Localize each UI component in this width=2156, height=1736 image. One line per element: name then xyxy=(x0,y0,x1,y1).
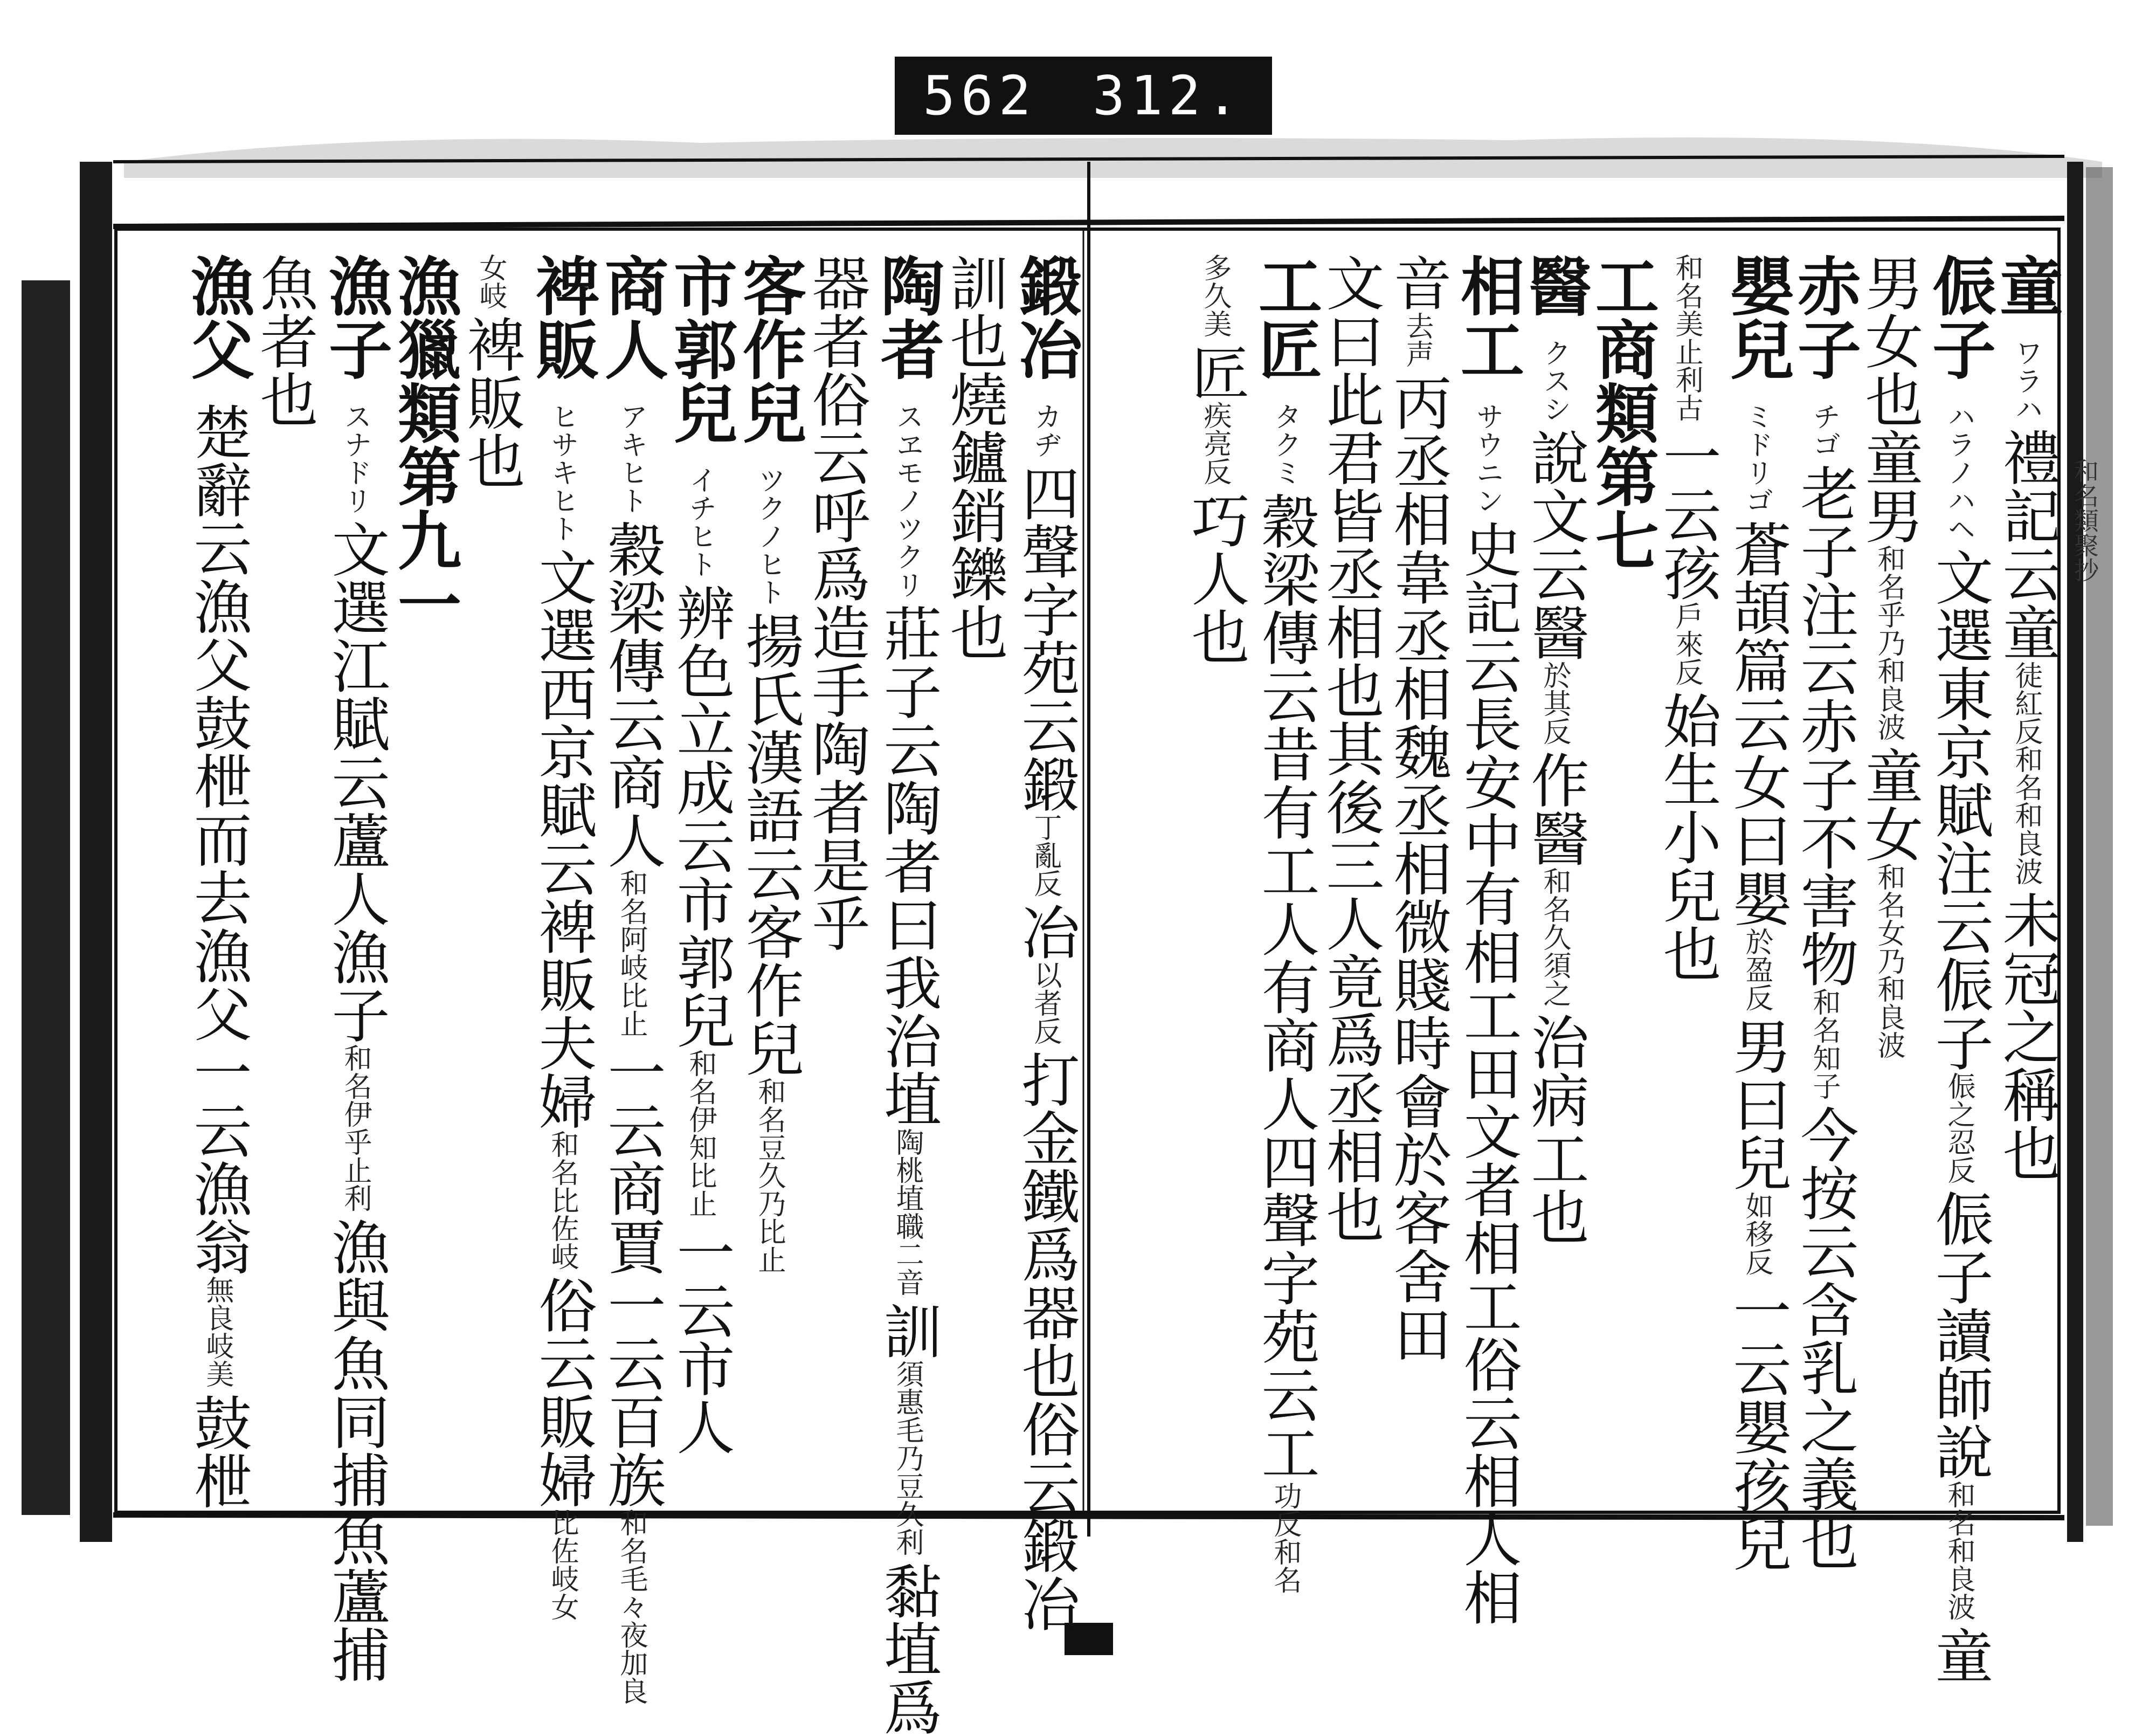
column-reading: イチヒト xyxy=(684,466,716,578)
column-text: 禮記云童 xyxy=(1993,428,2060,661)
column-note: 多久美 xyxy=(1199,253,1231,337)
text-column xyxy=(1384,253,1451,1493)
column-text3: 童 xyxy=(1925,1626,1993,1684)
text-column xyxy=(1855,253,1923,1493)
text-column xyxy=(1248,253,1323,1594)
column-note2: 比佐岐女 xyxy=(546,1508,578,1621)
column-text2: 丙丞相韋丞相魏丞相微賤時會於客舍田 xyxy=(1384,373,1451,1363)
text-column xyxy=(594,253,669,1705)
call-number-label xyxy=(895,57,1272,135)
column-note: 和名豆久乃比止 xyxy=(753,1077,785,1273)
column-head: 市郭兒 xyxy=(663,253,738,444)
column-text2: 訓 xyxy=(874,1301,941,1360)
column-note: 丁亂反 xyxy=(1029,813,1061,897)
column-text2: 作醫 xyxy=(1521,750,1588,867)
column-text3: 始生小兒也 xyxy=(1653,691,1720,982)
column-head: 侲子 xyxy=(1922,253,1996,381)
column-reading: タクミ xyxy=(1269,402,1301,486)
text-column xyxy=(525,253,600,1621)
column-head: 商人 xyxy=(594,253,669,381)
column-text2: 一云孩 xyxy=(1653,427,1720,602)
column-text: 四聲字苑云鍛 xyxy=(1012,464,1079,813)
column-head: 裨販 xyxy=(525,253,600,381)
text-column xyxy=(1653,253,1720,1493)
call-number-right: 312. xyxy=(1093,64,1244,127)
column-reading: アキヒト xyxy=(615,402,647,514)
column-text2: 童女 xyxy=(1855,746,1923,863)
text-column xyxy=(1517,253,1592,1493)
column-note: 侲之忍反 xyxy=(1943,1072,1975,1184)
column-note2: 如移反 xyxy=(1740,1191,1773,1276)
left-page-edge xyxy=(80,162,112,1542)
text-column xyxy=(663,253,738,1493)
column-reading: スナドリ xyxy=(339,402,371,514)
column-note: 和名知子 xyxy=(1808,988,1840,1100)
column-head: 陶者 xyxy=(870,253,945,381)
column-note: 和名乎乃和良波 xyxy=(1872,545,1905,741)
column-text: 音 xyxy=(1384,253,1451,312)
column-text: 楚辭云漁父鼓枻而去漁父一云漁翁 xyxy=(184,402,251,1276)
column-note: 於盈反 xyxy=(1740,927,1773,1011)
text-column xyxy=(250,253,317,1493)
column-text: 訓也燒鑪銷鑠也 xyxy=(940,253,1007,661)
column-head: 漁父 xyxy=(180,253,255,381)
column-reading: カヂ xyxy=(1029,402,1061,458)
column-head: 嬰兒 xyxy=(1719,253,1794,381)
right-page-edge xyxy=(2067,162,2083,1542)
column-note2: 和名和良波 xyxy=(1943,1480,1975,1621)
column-text2: 一云商賈一云百族 xyxy=(598,1043,665,1508)
column-note: 陶桃埴職二音 xyxy=(891,1128,923,1296)
text-column xyxy=(318,253,393,1683)
column-reading: サウニン xyxy=(1471,402,1503,514)
column-note: 和名美止利古 xyxy=(1670,253,1703,422)
column-text: 莊子云陶者曰我治埴 xyxy=(874,604,941,1128)
column-reading: スヱモノツクリ xyxy=(891,402,923,598)
column-text: 器者俗云呼爲造手陶者是乎 xyxy=(802,253,869,952)
text-column xyxy=(1787,253,1862,1571)
column-text: 史記云長安中有相工田文者相工俗云相人相 xyxy=(1454,520,1521,1626)
text-column xyxy=(180,253,255,1510)
column-reading: ツクノヒト xyxy=(753,466,785,606)
column-head: 工商類第七 xyxy=(1585,253,1660,571)
column-note: 女岐 xyxy=(474,253,507,309)
column-text: 穀梁傳云商人 xyxy=(598,520,665,869)
column-note: 和名伊乎止利 xyxy=(339,1044,371,1212)
column-reading: クスシ xyxy=(1538,339,1571,423)
column-text2: 鼓枻 xyxy=(184,1393,251,1510)
text-column xyxy=(1922,253,1996,1684)
column-text: 男女也童男 xyxy=(1855,253,1923,545)
column-note: 和名阿岐比止 xyxy=(615,869,647,1037)
column-reading: ワラハ xyxy=(2010,339,2042,423)
column-head: 工匠 xyxy=(1248,253,1323,381)
column-text: 文選東京賦注云侲子 xyxy=(1925,548,1993,1072)
text-column xyxy=(1316,253,1384,1493)
column-reading: ハラノハヘ xyxy=(1943,402,1975,542)
column-head: 客作兒 xyxy=(732,253,807,444)
text-column xyxy=(1008,253,1083,1632)
column-text: 文選江賦云蘆人漁子 xyxy=(322,520,389,1044)
text-column xyxy=(457,253,524,1493)
column-text2: 男曰兒 xyxy=(1723,1017,1791,1191)
column-text: 文曰此君皆丞相也其後三人竟爲丞相也 xyxy=(1316,253,1384,1243)
column-note: 和名伊知比止 xyxy=(684,1049,716,1217)
column-text3: 治病工也 xyxy=(1521,1012,1588,1245)
text-column xyxy=(870,253,945,1736)
column-note2: 須惠毛乃豆久利 xyxy=(891,1360,923,1556)
column-note2: 和名久須之 xyxy=(1538,867,1571,1007)
column-note2: 戶來反 xyxy=(1670,602,1703,686)
column-note: 徒紅反和名和良波 xyxy=(2010,661,2042,885)
spine-label: 和名類聚抄 xyxy=(2070,458,2099,582)
column-reading: ミドリゴ xyxy=(1740,402,1773,514)
column-text3: 巧人也 xyxy=(1181,491,1249,665)
column-text2: 侲子讀師說 xyxy=(1925,1189,1993,1480)
column-text2: 匠 xyxy=(1181,343,1249,401)
column-text2: 冶 xyxy=(1012,903,1079,961)
column-head: 相工 xyxy=(1450,253,1525,381)
text-column xyxy=(732,253,807,1493)
column-reading: ヒサキヒト xyxy=(546,402,578,542)
column-note: 去声 xyxy=(1401,312,1433,368)
column-text: 蒼頡篇云女曰嬰 xyxy=(1723,520,1791,927)
text-column xyxy=(1450,253,1525,1626)
column-note: 於其反 xyxy=(1538,661,1571,745)
column-text: 穀梁傳云昔有工人有商人四聲字苑云工 xyxy=(1252,492,1319,1482)
column-text3: 一云嬰孩兒 xyxy=(1723,1281,1791,1572)
column-text2: 未冠之稱也 xyxy=(1993,891,2060,1182)
text-column xyxy=(387,253,462,1493)
column-head: 赤子 xyxy=(1787,253,1862,381)
column-text: 魚者也 xyxy=(250,253,317,428)
column-text2: 一云市人 xyxy=(667,1223,734,1456)
column-text: 揚氏漢語云客作兒 xyxy=(736,611,803,1077)
column-note2: 和名毛々夜加良 xyxy=(615,1508,647,1705)
column-note2: 以者反 xyxy=(1029,961,1061,1045)
column-text2: 漁與魚同捕魚蘆捕 xyxy=(322,1217,389,1683)
column-head: 漁獵類第九一 xyxy=(387,253,462,635)
call-number-left: 562 xyxy=(923,64,1036,127)
column-head: 醫 xyxy=(1517,253,1592,317)
column-text: 文選西京賦云裨販夫婦 xyxy=(529,548,596,1130)
column-note: 和名比佐岐 xyxy=(546,1130,578,1270)
column-text: 說文云醫 xyxy=(1521,428,1588,661)
column-text2: 今按云含乳之義也 xyxy=(1791,1105,1858,1571)
column-text3: 黏埴爲 xyxy=(874,1561,941,1736)
column-note2: 疾亮反 xyxy=(1199,401,1231,485)
column-head: 漁子 xyxy=(318,253,393,381)
column-head: 童 xyxy=(1989,253,2064,317)
text-column xyxy=(1989,253,2064,1493)
column-note: 功反和名 xyxy=(1269,1482,1301,1594)
column-text3: 打金鐵爲器也俗云鍛冶 xyxy=(1012,1050,1079,1632)
column-text2: 裨販也 xyxy=(457,315,524,490)
text-column xyxy=(802,253,869,1493)
column-note2: 和名女乃和良波 xyxy=(1872,863,1905,1059)
column-head: 鍛冶 xyxy=(1008,253,1083,381)
text-column xyxy=(1719,253,1794,1572)
column-note: 無良岐美 xyxy=(201,1276,233,1388)
column-text2: 俗云販婦 xyxy=(529,1276,596,1508)
text-column xyxy=(1181,253,1249,1493)
text-column xyxy=(1585,253,1660,1493)
column-text: 老子注云赤子不害物 xyxy=(1791,464,1858,988)
column-reading: チゴ xyxy=(1808,402,1840,458)
column-text: 辨色立成云市郭兒 xyxy=(667,583,734,1049)
text-column xyxy=(940,253,1007,1493)
